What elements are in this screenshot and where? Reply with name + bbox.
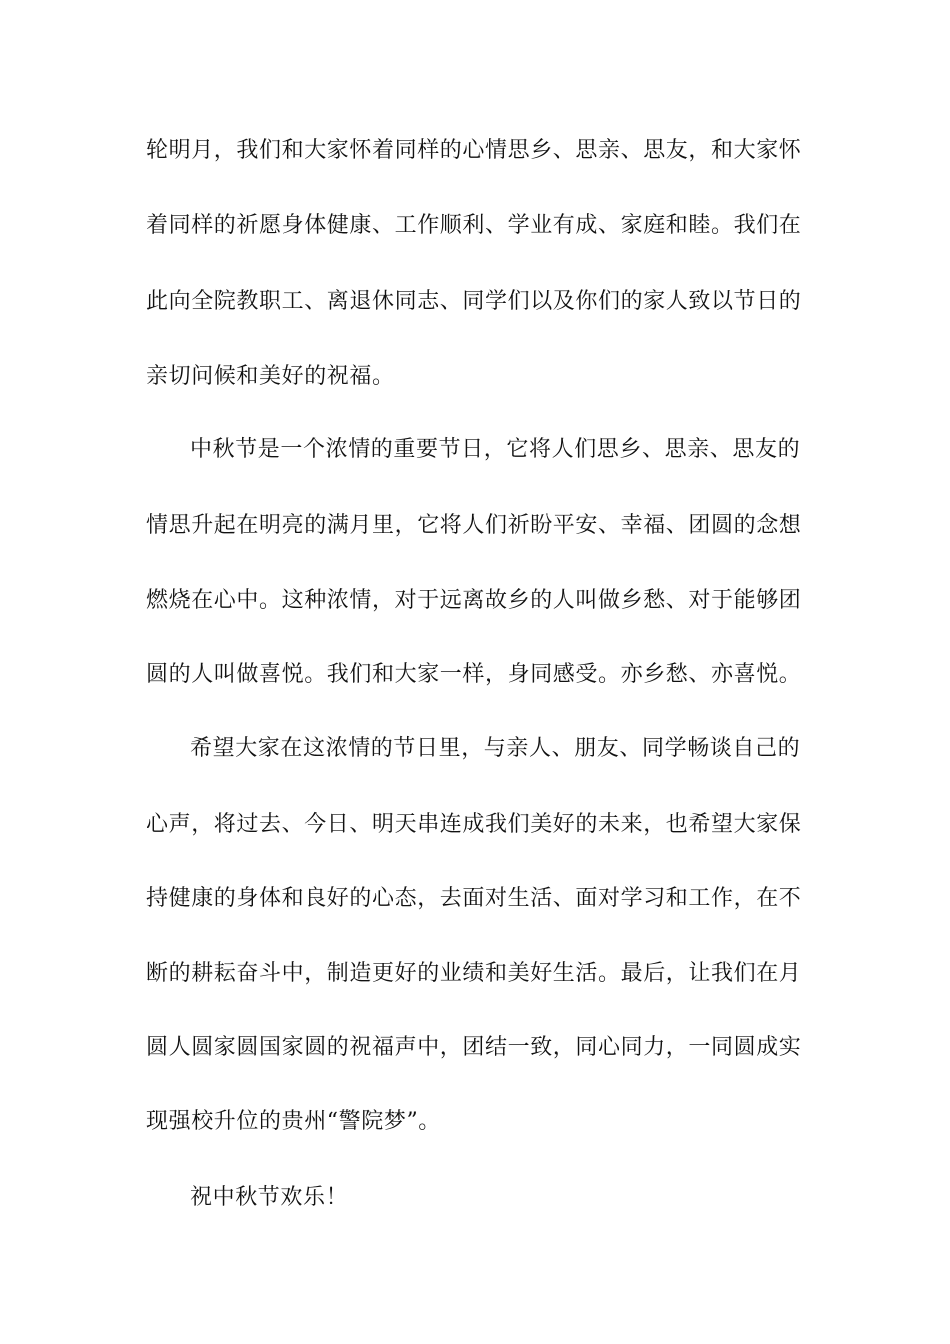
closing-greeting: 祝中秋节欢乐！ <box>190 1185 349 1210</box>
text-line: 轮明月，我们和大家怀着同样的心情思乡、思亲、思友，和大家怀 <box>146 138 802 163</box>
text-line: 亲切问候和美好的祝福。 <box>146 364 395 389</box>
text-line: 圆的人叫做喜悦。我们和大家一样，身同感受。亦乡愁、亦喜悦。 <box>146 662 802 687</box>
text-line: 此向全院教职工、离退休同志、同学们以及你们的家人致以节日的 <box>146 289 802 314</box>
text-line: 心声，将过去、今日、明天串连成我们美好的未来，也希望大家保 <box>146 812 802 837</box>
text-line: 持健康的身体和良好的心态，去面对生活、面对学习和工作，在不 <box>146 886 802 911</box>
text-line: 现强校升位的贵州“警院梦”。 <box>146 1109 441 1134</box>
text-line: 情思升起在明亮的满月里，它将人们祈盼平安、幸福、团圆的念想 <box>146 513 802 538</box>
paragraph-first-line: 希望大家在这浓情的节日里，与亲人、朋友、同学畅谈自己的 <box>190 736 801 761</box>
text-line: 断的耕耘奋斗中，制造更好的业绩和美好生活。最后，让我们在月 <box>146 961 802 986</box>
text-line: 着同样的祈愿身体健康、工作顺利、学业有成、家庭和睦。我们在 <box>146 213 802 238</box>
text-line: 圆人圆家圆国家圆的祝福声中，团结一致，同心同力，一同圆成实 <box>146 1035 802 1060</box>
text-line: 燃烧在心中。这种浓情，对于远离故乡的人叫做乡愁、对于能够团 <box>146 588 802 613</box>
paragraph-first-line: 中秋节是一个浓情的重要节日，它将人们思乡、思亲、思友的 <box>190 437 801 462</box>
